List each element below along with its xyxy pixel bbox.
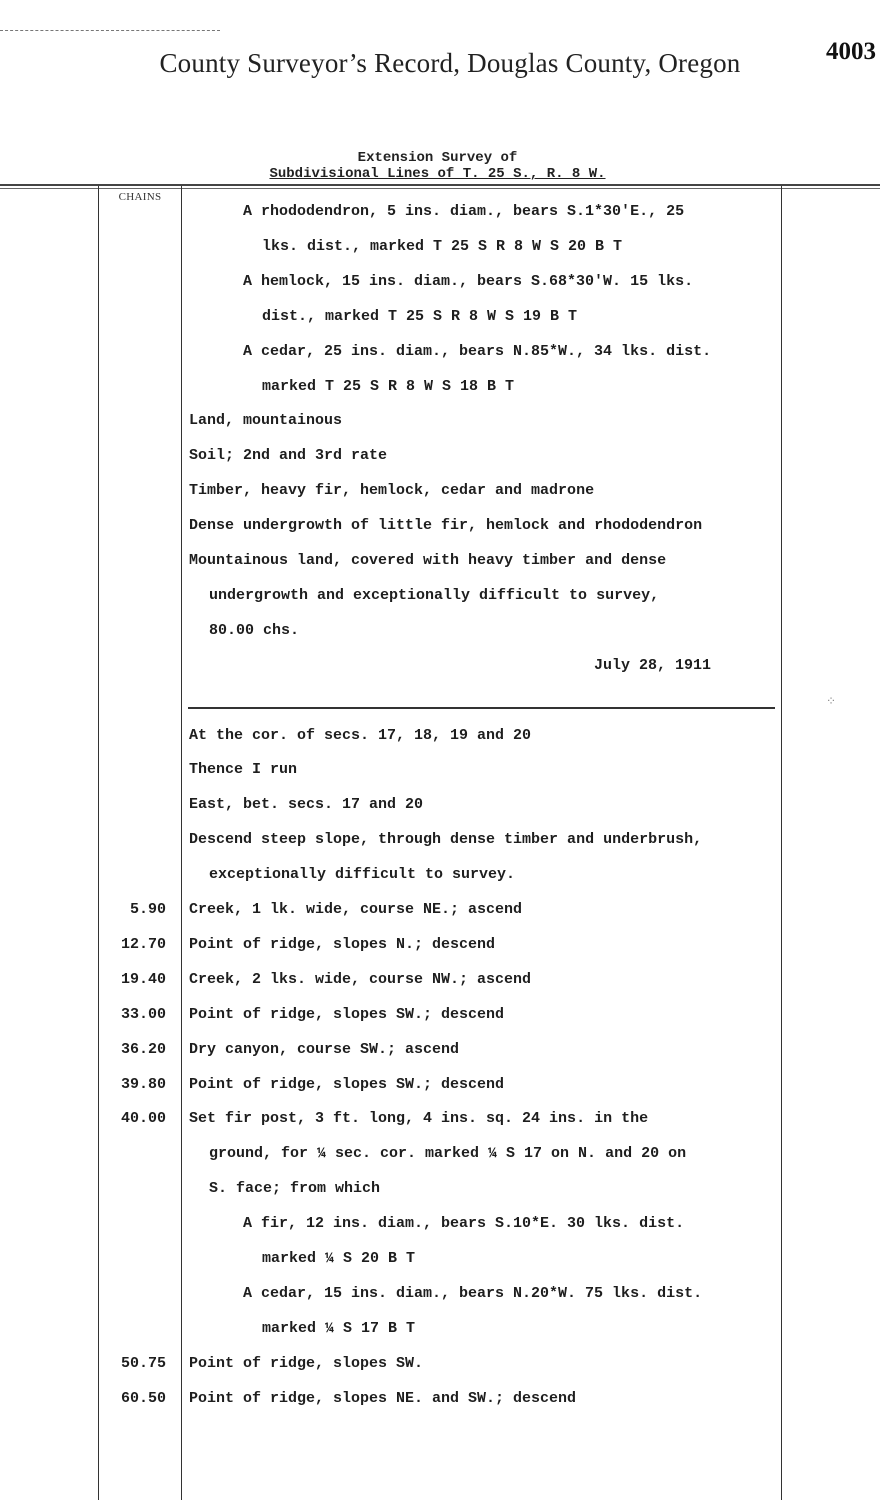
record-line (0, 1390, 880, 1410)
line-text: A hemlock, 15 ins. diam., bears S.68*30'W. 15 lks. (243, 272, 694, 290)
record-line (0, 1320, 880, 1340)
line-text: Dry canyon, course SW.; ascend (189, 1040, 460, 1058)
record-line (0, 901, 880, 921)
record-line (0, 1250, 880, 1270)
line-text: undergrowth and exceptionally difficult to survey, (209, 586, 660, 604)
line-text: exceptionally difficult to survey. (209, 866, 516, 884)
record-line (0, 447, 880, 467)
survey-title (200, 150, 675, 182)
line-text: Descend steep slope, through dense timber and underbrush, (189, 831, 703, 849)
line-text: Soil; 2nd and 3rd rate (189, 447, 388, 465)
chain-value: 33.00 (120, 1005, 166, 1023)
line-text: East, bet. secs. 17 and 20 (189, 796, 424, 814)
page-number: 4003 (826, 38, 876, 65)
record-line (0, 1041, 880, 1061)
line-text: Point of ridge, slopes N.; descend (189, 935, 496, 953)
line-text: A fir, 12 ins. diam., bears S.10*E. 30 lks. dist. (243, 1215, 685, 1233)
chain-value: 50.75 (120, 1354, 166, 1372)
line-text: S. face; from which (209, 1180, 381, 1198)
scan-speck-icon: ⁘ (826, 694, 837, 708)
record-line (0, 866, 880, 886)
chain-value: 36.20 (120, 1040, 166, 1058)
record-line (0, 622, 880, 642)
line-text: 80.00 chs. (209, 621, 300, 639)
page-title: County Surveyor’s Record, Douglas County, Oregon (159, 48, 741, 78)
chain-value: 5.90 (129, 901, 166, 918)
record-line (0, 761, 880, 781)
entry-separator (188, 707, 775, 709)
record-line (0, 343, 880, 363)
record-line (0, 1110, 880, 1130)
record-line (0, 1145, 880, 1165)
record-line (0, 1285, 880, 1305)
record-line (0, 727, 880, 747)
record-line (0, 1006, 880, 1026)
record-line (0, 831, 880, 851)
line-text: A cedar, 15 ins. diam., bears N.20*W. 75 lks. dist. (243, 1284, 703, 1302)
line-text: marked T 25 S R 8 W S 18 B T (262, 377, 515, 395)
record-line (0, 552, 880, 572)
line-text: Point of ridge, slopes NE. and SW.; descend (189, 1389, 577, 1407)
chain-value: 60.50 (120, 1389, 166, 1407)
line-text: ground, for ¼ sec. cor. marked ¼ S 17 on N. and 20 on (209, 1145, 687, 1163)
line-text: Point of ridge, slopes SW.; descend (189, 1075, 505, 1093)
line-text: marked ¼ S 20 B T (262, 1250, 416, 1267)
chain-value: 19.40 (120, 970, 166, 988)
record-line (0, 517, 880, 537)
top-rule (0, 184, 880, 186)
line-text: Land, mountainous (189, 412, 343, 430)
line-text: Dense undergrowth of little fir, hemlock and rhododendron (189, 517, 703, 535)
record-line (0, 1215, 880, 1235)
line-text: Point of ridge, slopes SW.; descend (189, 1005, 505, 1023)
record-line (0, 378, 880, 398)
record-line (0, 308, 880, 328)
chain-value: 12.70 (120, 935, 166, 953)
line-text: Timber, heavy fir, hemlock, cedar and madrone (189, 482, 595, 500)
survey-title-line1: Extension Survey of (357, 150, 518, 166)
line-text: Set fir post, 3 ft. long, 4 ins. sq. 24 ins. in the (189, 1110, 649, 1128)
chains-column-header: CHAINS (118, 191, 162, 203)
line-text: At the cor. of secs. 17, 18, 19 and 20 (189, 726, 532, 744)
line-text: Creek, 1 lk. wide, course NE.; ascend (189, 901, 523, 918)
record-line (0, 412, 880, 432)
line-text: A rhododendron, 5 ins. diam., bears S.1*30'E., 25 (243, 203, 685, 220)
line-text: lks. dist., marked T 25 S R 8 W S 20 B T (262, 237, 623, 255)
record-line (0, 587, 880, 607)
record-line (0, 1180, 880, 1200)
chain-value: 40.00 (120, 1110, 166, 1128)
record-line (0, 238, 880, 258)
line-text: A cedar, 25 ins. diam., bears N.85*W., 34 lks. dist. (243, 342, 712, 360)
record-line (0, 936, 880, 956)
line-text: July 28, 1911 (594, 656, 712, 674)
line-text: Mountainous land, covered with heavy timber and dense (189, 552, 667, 569)
line-text: Creek, 2 lks. wide, course NW.; ascend (189, 970, 532, 988)
record-line (0, 1355, 880, 1375)
record-line (0, 657, 880, 677)
line-text: Point of ridge, slopes SW. (189, 1354, 424, 1372)
record-line (0, 971, 880, 991)
line-text: marked ¼ S 17 B T (262, 1319, 416, 1337)
survey-title-line2: Subdivisional Lines of T. 25 S., R. 8 W. (269, 166, 606, 182)
chain-value: 39.80 (120, 1075, 166, 1093)
top-rule-thin (0, 188, 880, 189)
line-text: Thence I run (189, 761, 298, 779)
record-line (0, 482, 880, 502)
record-line (0, 203, 880, 223)
line-text: dist., marked T 25 S R 8 W S 19 B T (262, 307, 578, 325)
record-line (0, 796, 880, 816)
top-dashed-rule (0, 30, 220, 31)
record-line (0, 1076, 880, 1096)
record-line (0, 273, 880, 293)
